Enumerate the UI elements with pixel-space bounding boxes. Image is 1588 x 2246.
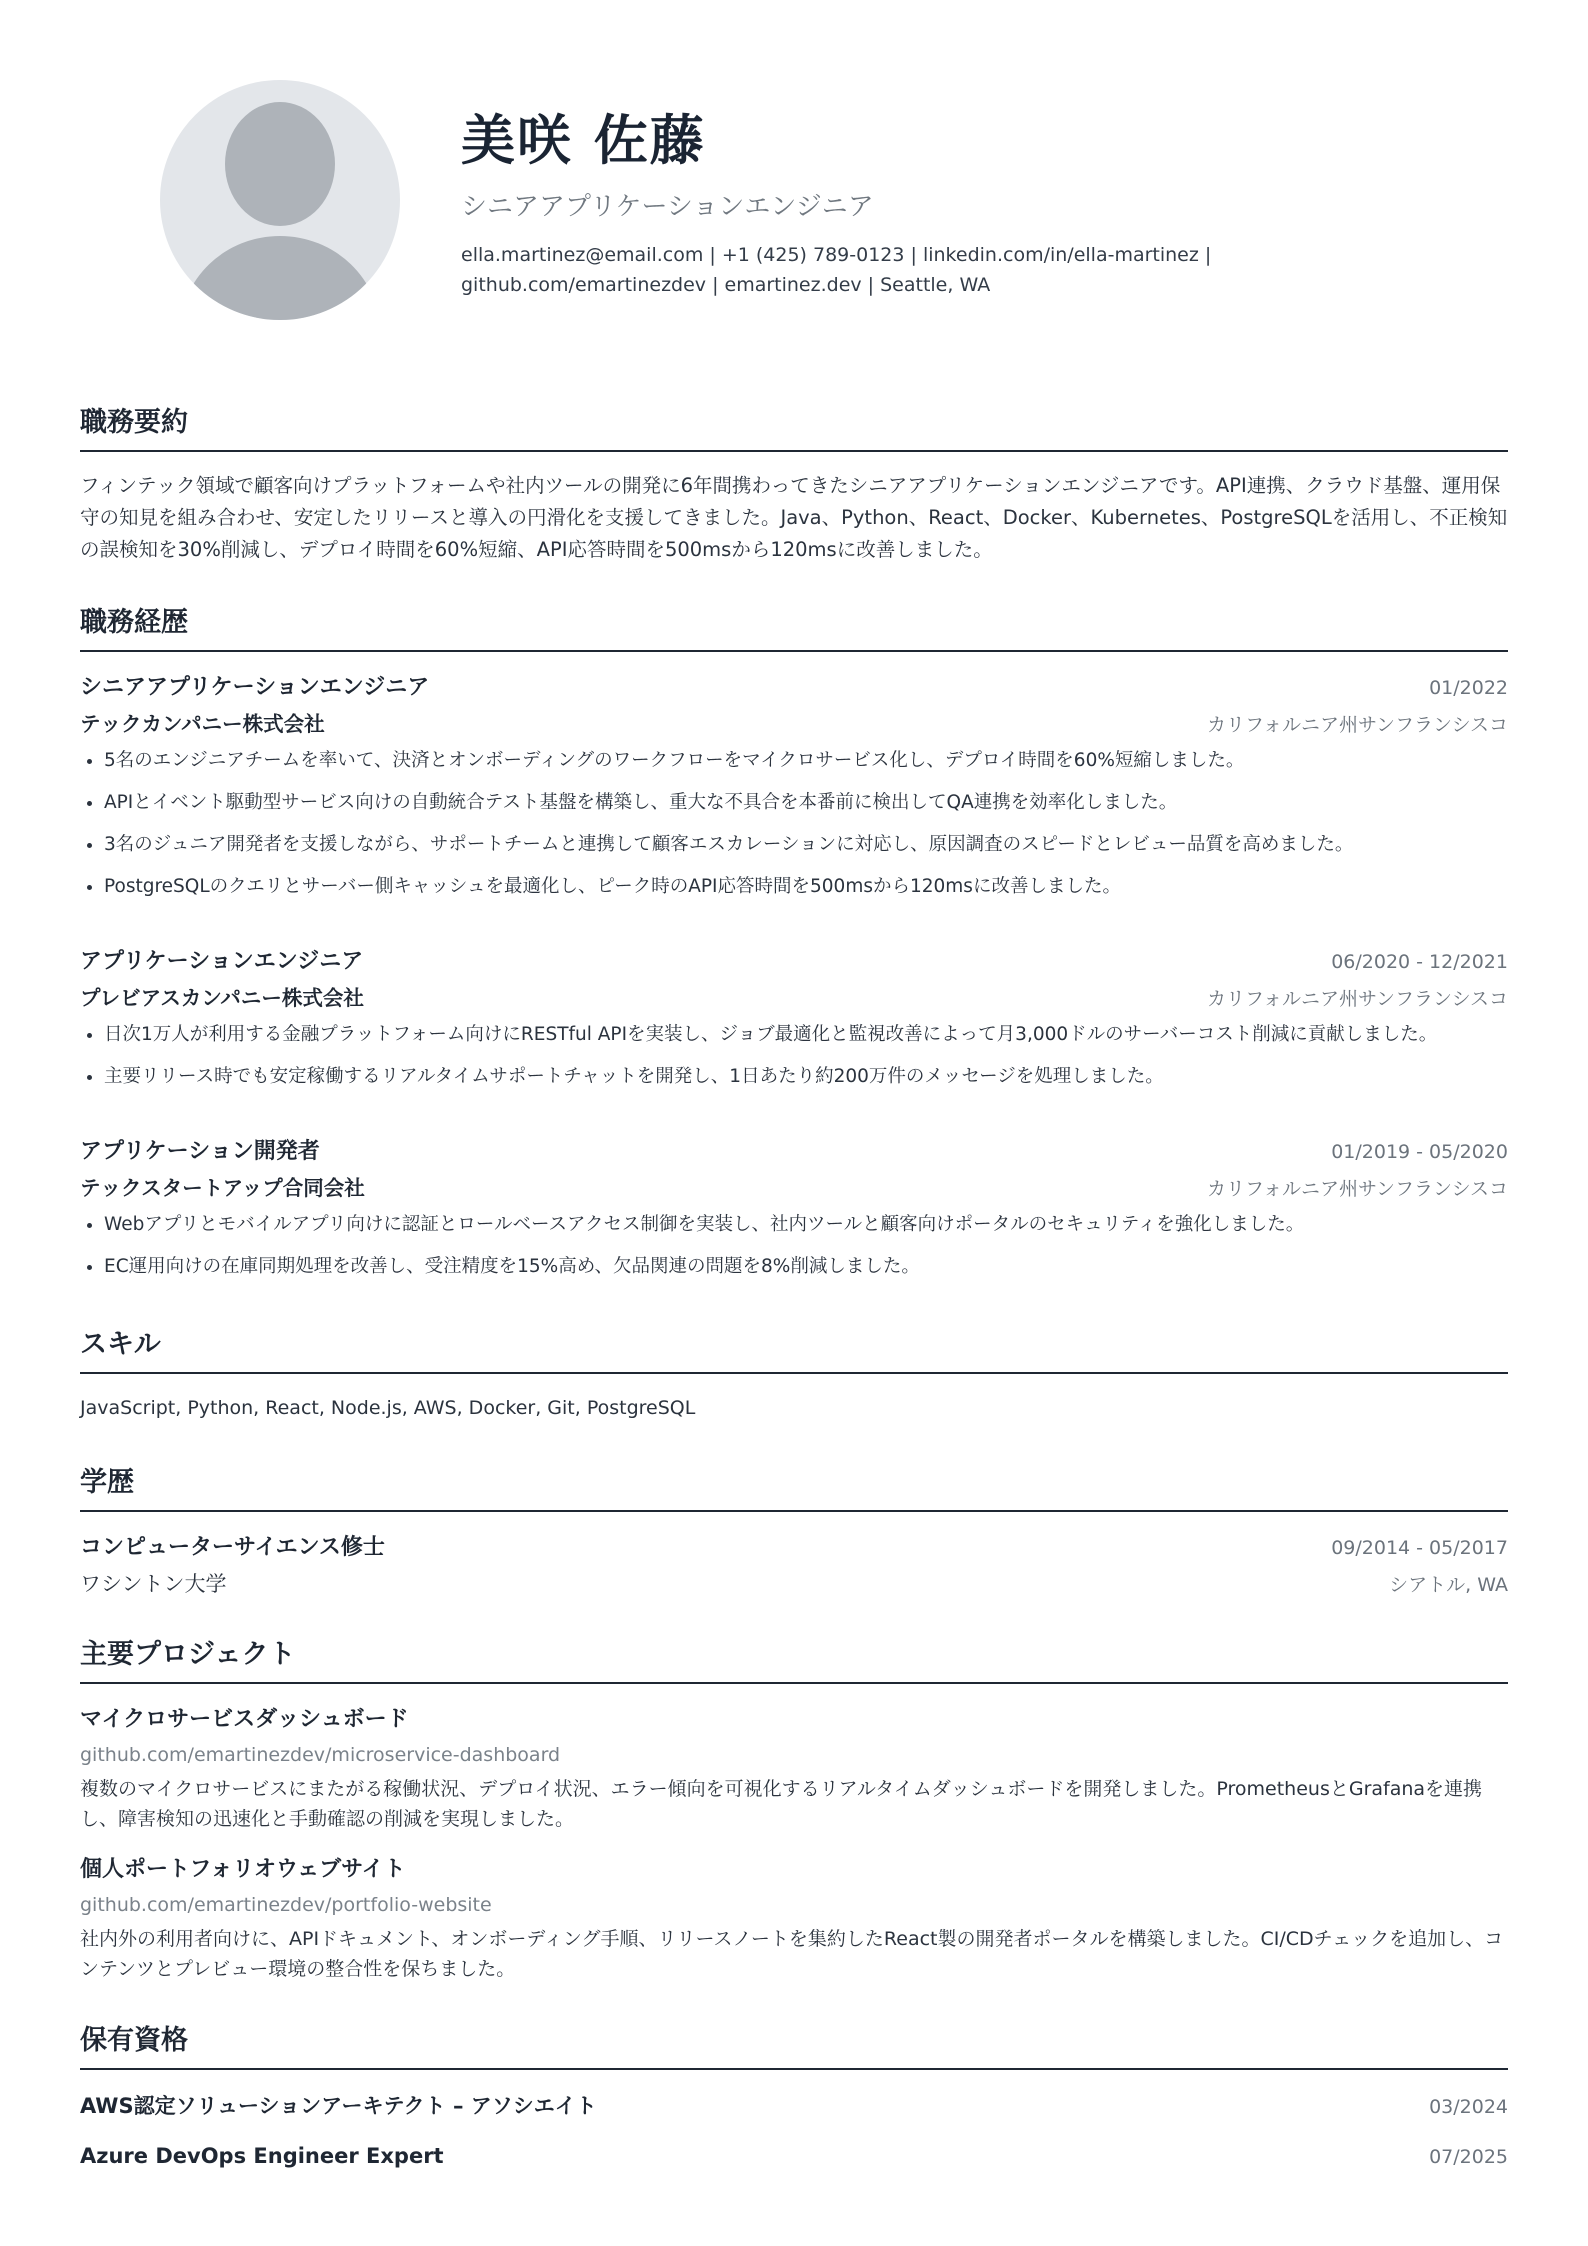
certification-date: 03/2024	[1429, 2096, 1508, 2118]
job-company: テックカンパニー株式会社	[80, 712, 325, 736]
section-title-experience: 職務経歴	[80, 604, 1508, 652]
job-location: カリフォルニア州サンフランシスコ	[1206, 988, 1508, 1010]
project-entry	[80, 1702, 1508, 1834]
project-link[interactable]: github.com/emartinezdev/portfolio-website	[80, 1894, 492, 1916]
project-entry	[80, 1852, 1508, 1984]
summary-section	[80, 404, 1508, 566]
job-location: カリフォルニア州サンフランシスコ	[1206, 1178, 1508, 1200]
job-bullet: • APIとイベント駆動型サービス向けの自動統合テスト基盤を構築し、重大な不具合を本番前に検出してQA連携を効率化しました。	[104, 788, 1508, 818]
job-bullet: • 日次1万人が利用する金融プラットフォーム向けにRESTful APIを実装し、ジョブ最適化と監視改善によって月3,000ドルのサーバーコスト削減に貢献しました。	[104, 1020, 1508, 1050]
certification-name: Azure DevOps Engineer Expert	[80, 2144, 444, 2168]
education-school: ワシントン大学	[80, 1572, 227, 1596]
job-entry	[80, 670, 1508, 902]
certification-name: AWS認定ソリューションアーキテクト – アソシエイト	[80, 2094, 597, 2118]
education-section	[80, 1464, 1508, 1602]
contact-info: ella.martinez@email.com | +1 (425) 789-0123 | linkedin.com/in/ella-martinez | github.com/emartinezdev | emartinez.dev | Seattle, WA	[461, 244, 1212, 296]
education-date: 09/2014 - 05/2017	[1331, 1537, 1508, 1559]
job-bullets	[80, 1020, 1508, 1092]
job-date: 06/2020 - 12/2021	[1331, 951, 1508, 973]
job-entry	[80, 1134, 1508, 1282]
job-company: テックスタートアップ合同会社	[80, 1176, 365, 1200]
candidate-role: シニアアプリケーションエンジニア	[461, 192, 874, 222]
candidate-name: 美咲 佐藤	[461, 108, 706, 172]
education-degree: コンピューターサイエンス修士	[80, 1535, 385, 1560]
section-title-skills: スキル	[80, 1326, 1508, 1374]
certification-entry	[80, 2088, 1508, 2124]
resume-header	[80, 0, 1508, 360]
job-bullet: • Webアプリとモバイルアプリ向けに認証とロールベースアクセス制御を実装し、社内ツールと顧客向けポータルのセキュリティを強化しました。	[104, 1210, 1508, 1240]
project-name: 個人ポートフォリオウェブサイト	[80, 1857, 406, 1882]
project-link[interactable]: github.com/emartinezdev/microservice-dashboard	[80, 1744, 561, 1766]
certification-entry	[80, 2138, 1508, 2174]
job-title: シニアアプリケーションエンジニア	[80, 675, 430, 700]
job-bullet: • 主要リリース時でも安定稼働するリアルタイムサポートチャットを開発し、1日あたり約200万件のメッセージを処理しました。	[104, 1062, 1508, 1092]
skills-list: JavaScript, Python, React, Node.js, AWS, Docker, Git, PostgreSQL	[80, 1397, 696, 1419]
section-title-projects: 主要プロジェクト	[80, 1636, 1508, 1684]
projects-section	[80, 1636, 1508, 1984]
certifications-section	[80, 2022, 1508, 2174]
job-company: プレビアスカンパニー株式会社	[80, 986, 364, 1010]
job-bullet: • 5名のエンジニアチームを率いて、決済とオンボーディングのワークフローをマイクロサービス化し、デプロイ時間を60%短縮しました。	[104, 746, 1508, 776]
job-location: カリフォルニア州サンフランシスコ	[1206, 714, 1508, 736]
section-title-summary: 職務要約	[80, 404, 1508, 452]
certification-date: 07/2025	[1429, 2146, 1508, 2168]
job-date: 01/2019 - 05/2020	[1331, 1141, 1508, 1163]
skills-section	[80, 1326, 1508, 1424]
job-bullet: • EC運用向けの在庫同期処理を改善し、受注精度を15%高め、欠品関連の問題を8%削減しました。	[104, 1252, 1508, 1282]
project-description: 社内外の利用者向けに、APIドキュメント、オンボーディング手順、リリースノートを集約したReact製の開発者ポータルを構築しました。CI/CDチェックを追加し、コンテンツとプレビュー環境の整合性を保ちました。	[80, 1928, 1504, 1980]
job-bullet: • PostgreSQLのクエリとサーバー側キャッシュを最適化し、ピーク時のAPI応答時間を500msから120msに改善しました。	[104, 872, 1508, 902]
job-bullets	[80, 1210, 1508, 1282]
project-description: 複数のマイクロサービスにまたがる稼働状況、デプロイ状況、エラー傾向を可視化するリアルタイムダッシュボードを開発しました。PrometheusとGrafanaを連携し、障害検知の迅速化と手動確認の削減を実現しました。	[80, 1778, 1483, 1830]
project-name: マイクロサービスダッシュボード	[80, 1707, 409, 1732]
job-title: アプリケーション開発者	[80, 1139, 320, 1164]
job-entry	[80, 944, 1508, 1092]
job-title: アプリケーションエンジニア	[80, 949, 364, 974]
experience-section	[80, 604, 1508, 1282]
section-title-certifications: 保有資格	[80, 2022, 1508, 2070]
avatar-placeholder-icon	[160, 80, 400, 320]
job-bullets	[80, 746, 1508, 902]
job-bullet: • 3名のジュニア開発者を支援しながら、サポートチームと連携して顧客エスカレーションに対応し、原因調査のスピードとレビュー品質を高めました。	[104, 830, 1508, 860]
section-title-education: 学歴	[80, 1464, 1508, 1512]
job-date: 01/2022	[1429, 677, 1508, 699]
education-location: シアトル, WA	[1389, 1574, 1508, 1596]
summary-text: フィンテック領域で顧客向けプラットフォームや社内ツールの開発に6年間携わってきたシニアアプリケーションエンジニアです。API連携、クラウド基盤、運用保守の知見を組み合わせ、安定したリリースと導入の円滑化を支援してきました。Java、Python、React、Docker、Kubernetes、PostgreSQLを活用し、不正検知の誤検知を30%削減し、デプロイ時間を60%短縮、API応答時間を500msから120msに改善しました。	[80, 474, 1508, 561]
header-text	[461, 104, 1428, 300]
